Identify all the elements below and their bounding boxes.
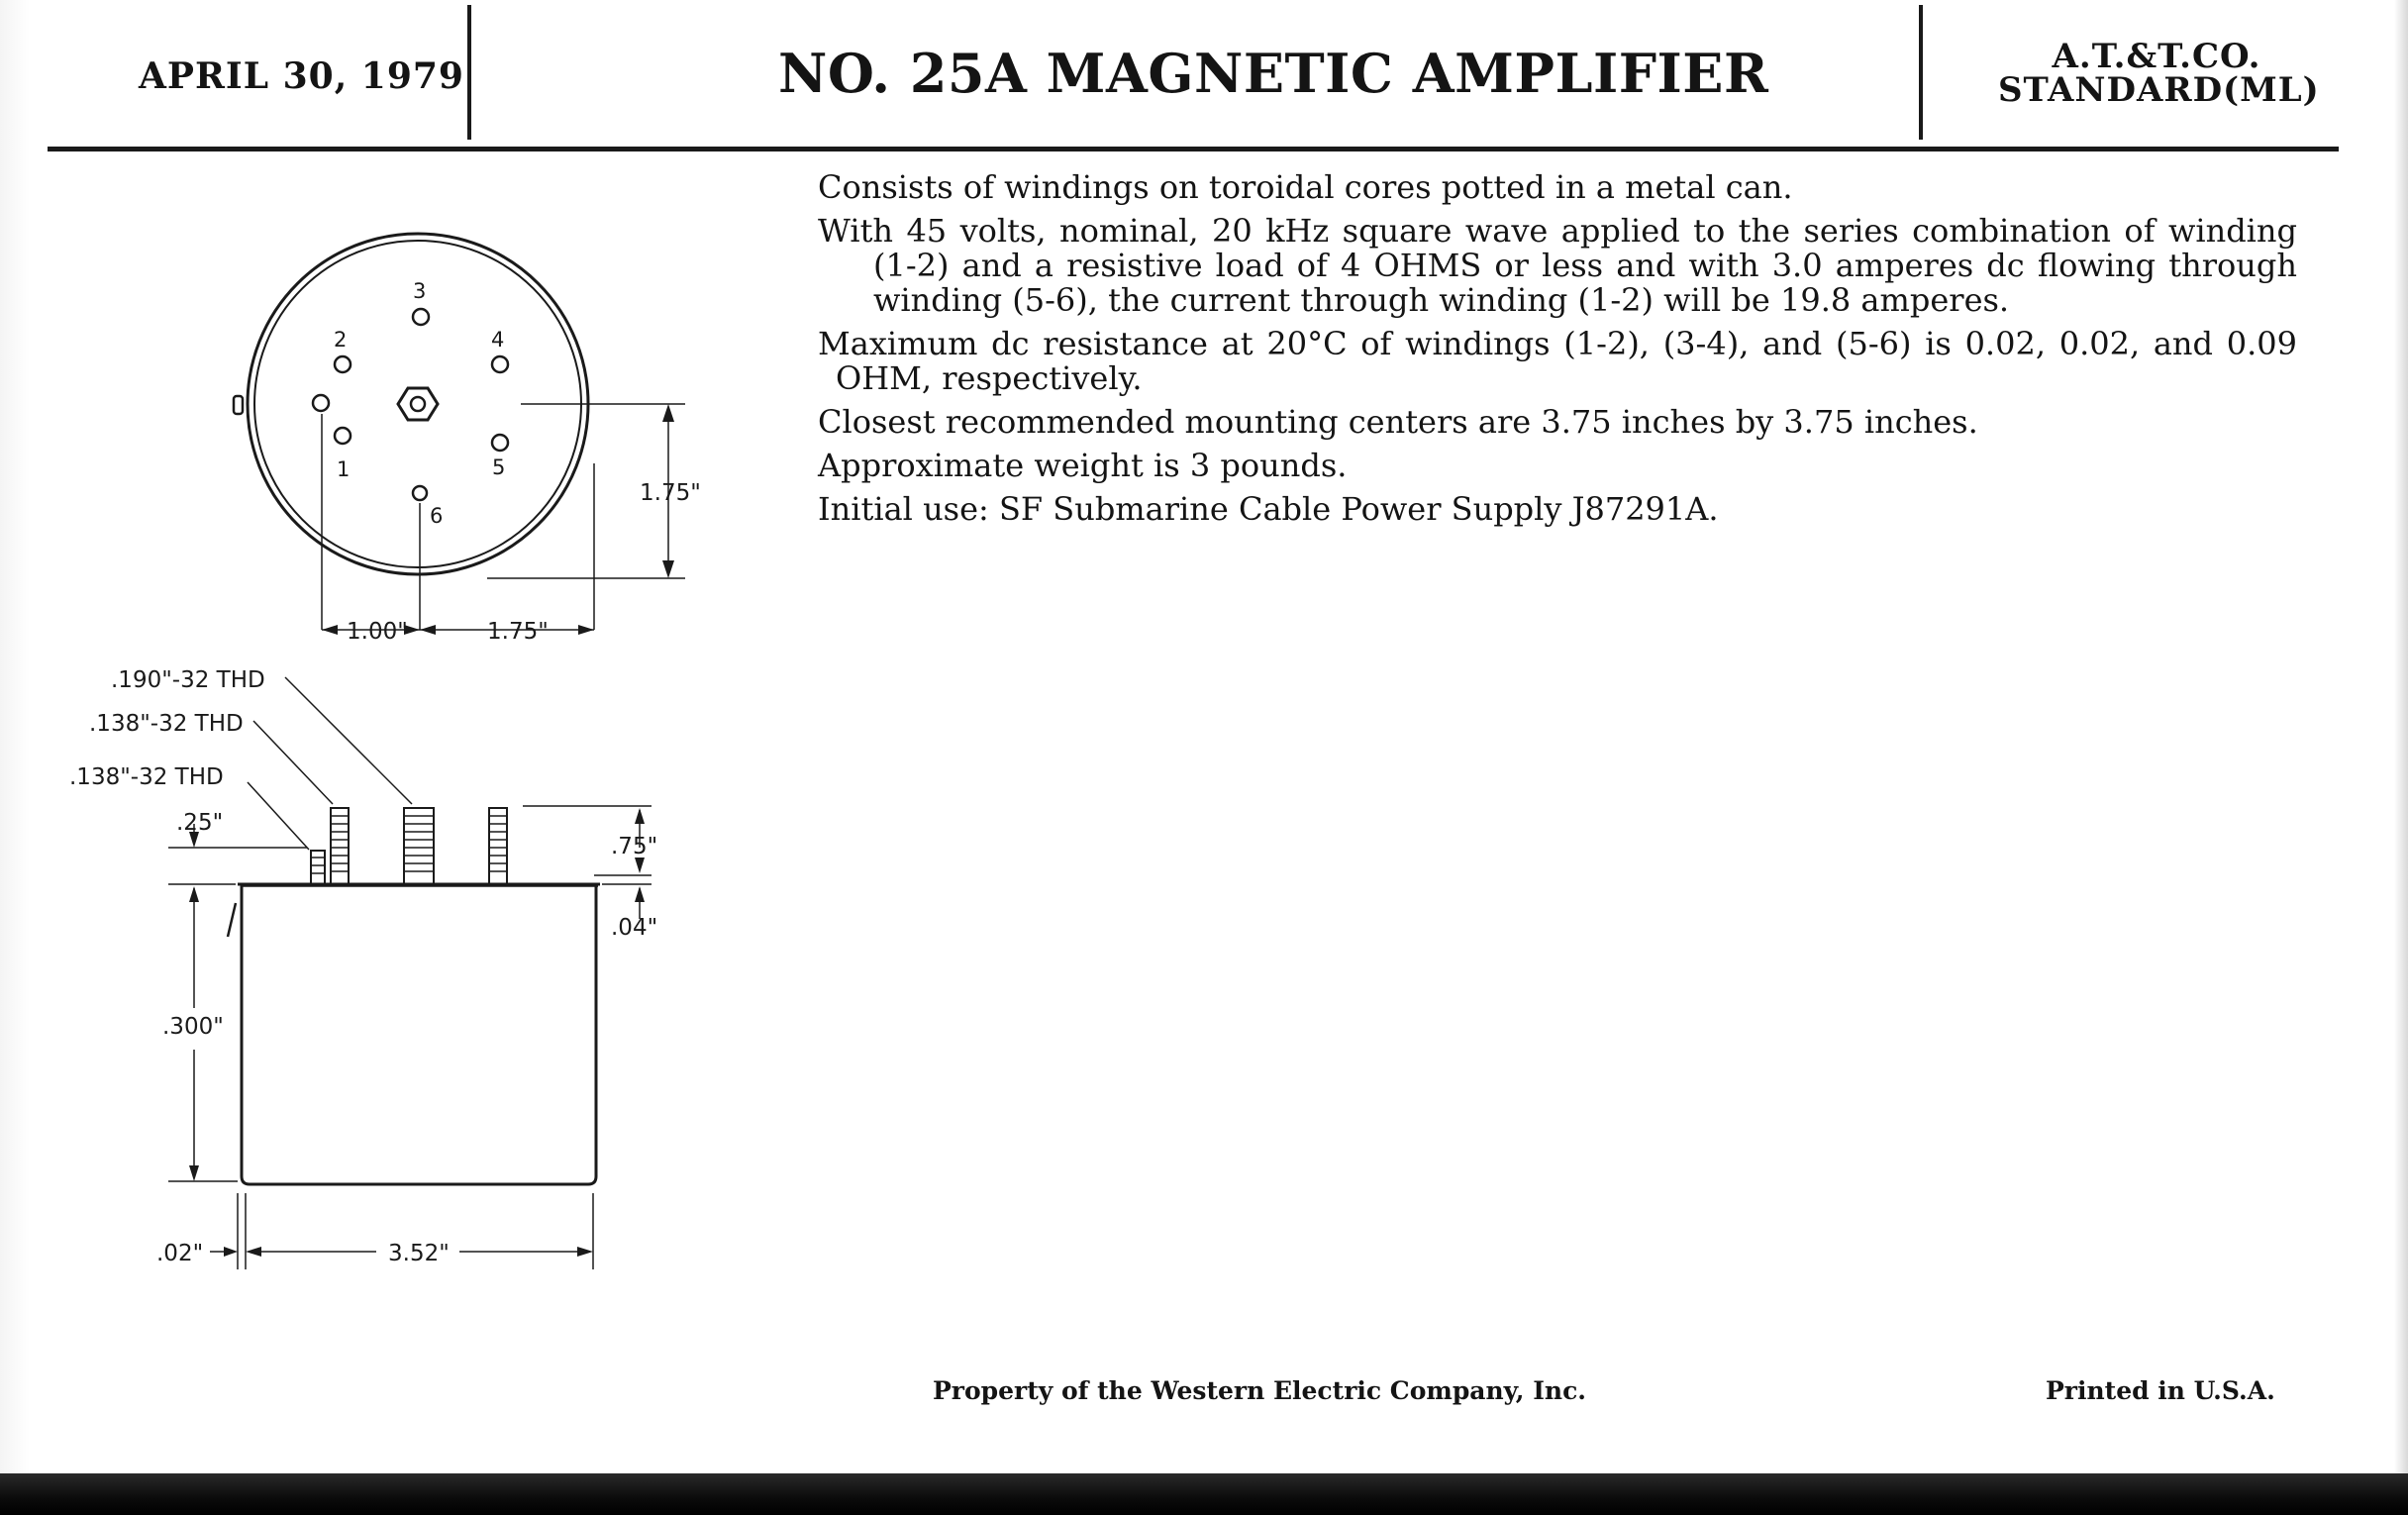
stud-3 — [489, 808, 507, 884]
dimension-label: .02" — [156, 1241, 204, 1266]
arrow-head — [578, 625, 594, 635]
arrow-head — [189, 1165, 199, 1181]
arrow-head — [246, 1247, 261, 1257]
pin-label: 2 — [334, 328, 348, 352]
stud-threads — [312, 816, 506, 873]
arrow-head — [635, 858, 645, 873]
dimension-label: .25" — [176, 810, 224, 836]
org-name: A.T.&T.CO. — [2052, 37, 2261, 76]
description-paragraph: Initial use: SF Submarine Cable Power Supply J87291A. — [818, 490, 1719, 528]
pin-4-terminal — [492, 356, 508, 372]
pin-1-terminal — [335, 428, 351, 444]
arrow-head — [635, 808, 645, 824]
document-date: APRIL 30, 1979 — [139, 55, 464, 97]
thread-lines — [405, 816, 433, 871]
thread-lines — [332, 816, 348, 871]
arrow-head — [662, 560, 674, 578]
thread-label: .138"-32 THD — [69, 764, 224, 790]
arrow-head — [224, 1247, 238, 1257]
description-paragraph: Closest recommended mounting centers are 3.75 inches by 3.75 inches. — [818, 403, 1978, 441]
side-view — [168, 677, 652, 1269]
property-notice: Property of the Western Electric Company, Inc. — [933, 1376, 1587, 1405]
pin-label: 6 — [430, 504, 444, 528]
arrow-head — [577, 1247, 593, 1257]
description-paragraph: Approximate weight is 3 pounds. — [818, 447, 1348, 484]
pin-label: 4 — [491, 328, 505, 352]
dimension-label: .75" — [611, 834, 658, 859]
center-stud-hole — [411, 397, 425, 411]
pin-label: 5 — [492, 455, 506, 479]
dimension-label: 3.52" — [388, 1241, 450, 1266]
leader-line-thread-2 — [253, 721, 333, 804]
description-paragraph: Maximum dc resistance at 20°C of windings (1-2), (3-4), and (5-6) is 0.02, 0.02, and 0.09 OHM, respectively. — [818, 325, 2297, 397]
dimension-label: 1.75" — [487, 619, 549, 645]
arrow-head — [420, 625, 436, 635]
printed-notice: Printed in U.S.A. — [2046, 1376, 2275, 1405]
dimension-label: 1.00" — [347, 619, 408, 645]
dimension-label: .300" — [162, 1014, 224, 1040]
dimension-label: .04" — [611, 915, 658, 941]
pin-3-terminal — [413, 309, 429, 325]
arrow-head — [662, 404, 674, 422]
thread-label: .190"-32 THD — [111, 667, 265, 693]
pin-5-terminal — [492, 435, 508, 451]
description-paragraph: With 45 volts, nominal, 20 kHz square wave applied to the series combination of winding (1-2) and a resistive load of 4 OHMS or less and with 3.0 amperes dc flowing through winding (5-6), the current through winding (1-2) will be 19.8 amperes. — [818, 212, 2297, 319]
stud-short — [311, 851, 325, 884]
stud-center — [404, 808, 434, 884]
pin-label: 3 — [413, 279, 427, 303]
arrow-head — [189, 886, 199, 902]
can-side-tab — [228, 903, 236, 937]
dimension-label: 1.75" — [640, 480, 701, 506]
thread-lines — [312, 858, 324, 873]
pin-2-terminal — [335, 356, 351, 372]
arrow-head — [635, 886, 645, 902]
document-title: NO. 25A MAGNETIC AMPLIFIER — [778, 42, 1769, 105]
can-body — [242, 884, 596, 1184]
pin-6-terminal — [413, 486, 427, 500]
can-tab — [234, 396, 243, 414]
pin-1-mount-hole — [313, 395, 329, 411]
center-stud-hex — [398, 388, 438, 420]
thread-label: .138"-32 THD — [89, 711, 244, 737]
leader-line-thread-3 — [248, 782, 309, 850]
stud-1 — [331, 808, 349, 884]
standard-name: STANDARD(ML) — [1998, 70, 2320, 110]
description-paragraph: Consists of windings on toroidal cores potted in a metal can. — [818, 168, 1793, 206]
arrow-head — [322, 625, 338, 635]
top-view — [234, 234, 685, 635]
scan-bottom-edge — [0, 1473, 2408, 1515]
leader-line-thread-1 — [285, 677, 412, 804]
pin-label: 1 — [337, 457, 351, 481]
thread-lines — [490, 816, 506, 871]
